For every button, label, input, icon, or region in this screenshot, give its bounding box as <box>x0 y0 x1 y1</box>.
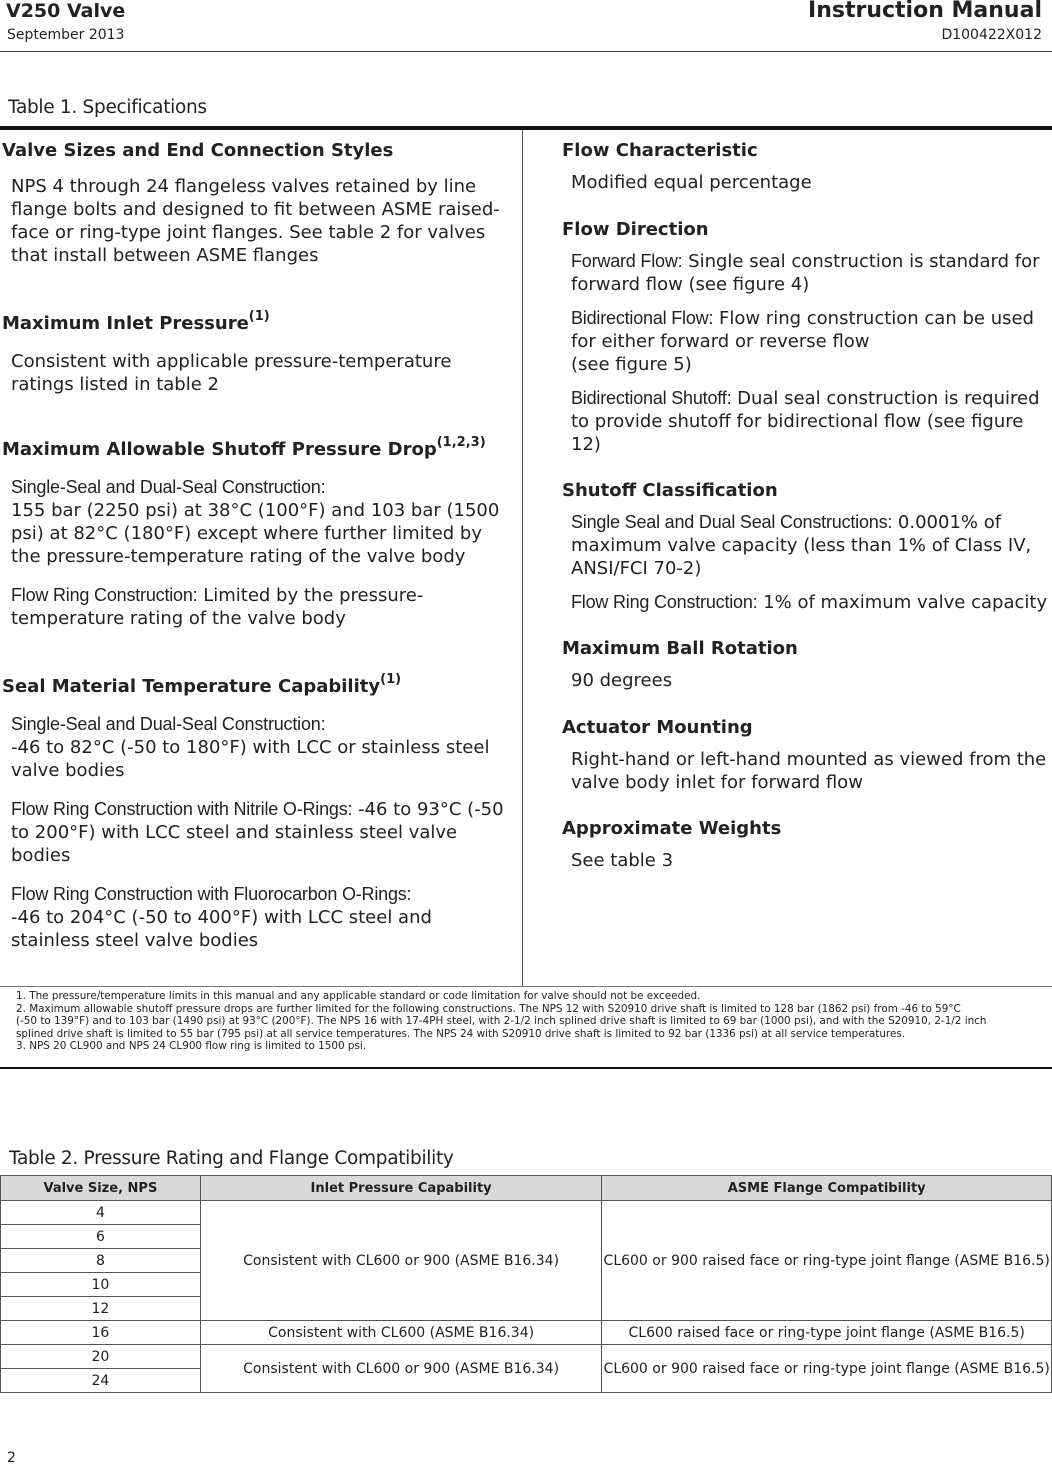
spec-item-text: Dual seal construction is required to provide shutoff for bidirectional flow (see figure 12) <box>571 388 1040 455</box>
spec-item-label: Flow Ring Construction: <box>11 585 198 605</box>
header-divider <box>0 51 1052 52</box>
spec-flow-characteristic <box>562 140 1050 194</box>
footnote: 3. NPS 20 CL900 and NPS 24 CL900 flow ring is limited to 1500 psi. <box>16 1040 367 1052</box>
spec-seal-temperature <box>2 672 507 952</box>
spec-title: Valve Sizes and End Connection Styles <box>2 140 394 161</box>
spec-item-label: Single Seal and Dual Seal Constructions: <box>571 512 893 532</box>
spec-item-label: Single-Seal and Dual-Seal Construction: <box>11 714 326 734</box>
document-type: Instruction Manual <box>808 0 1042 23</box>
spec-item-text: -46 to 204°C (-50 to 400°F) with LCC steel and stainless steel valve bodies <box>11 907 432 951</box>
footnote-ref: (1) <box>380 672 402 687</box>
footnotes-top-rule <box>0 986 1052 987</box>
spec-title: Maximum Allowable Shutoff Pressure Drop <box>2 439 437 460</box>
spec-title: Approximate Weights <box>562 818 782 839</box>
spec-item-label: Single-Seal and Dual-Seal Construction: <box>11 477 326 497</box>
spec-item-label: Forward Flow: <box>571 251 683 271</box>
footnote-ref: (1) <box>248 309 270 324</box>
table-row <box>1 1345 1052 1369</box>
spec-item-text: 155 bar (2250 psi) at 38°C (100°F) and 103 bar (1500 psi) at 82°C (180°F) except where further limited by the pressure-temperature rating of the valve body <box>11 500 500 567</box>
valve-size-cell: 4 <box>1 1201 201 1225</box>
spec-item-label: Bidirectional Flow: <box>571 308 714 328</box>
spec-item-text: -46 to 82°C (-50 to 180°F) with LCC or stainless steel valve bodies <box>11 737 490 781</box>
spec-text: Right-hand or left-hand mounted as viewed from the valve body inlet for forward flow <box>571 749 1047 793</box>
footnote: splined drive shaft is limited to 55 bar (795 psi) at all service temperatures. The NPS 24 with S20910 drive shaft is limited to 92 bar (1336 psi) at all service temperatures. <box>16 1027 906 1040</box>
spec-title: Maximum Ball Rotation <box>562 638 798 659</box>
spec-title: Maximum Inlet Pressure <box>2 313 249 334</box>
table-row <box>1 1201 1052 1225</box>
page-number: 2 <box>7 1450 16 1466</box>
specs-left-column <box>2 140 507 968</box>
valve-size-cell: 20 <box>1 1345 201 1369</box>
spec-item-text: (see figure 5) <box>571 354 692 375</box>
spec-actuator-mounting <box>562 717 1050 794</box>
spec-text: NPS 4 through 24 flangeless valves retained by line flange bolts and designed to fit between ASME raised-face or ring-type joint flanges. See table 2 for valves that install between ASME flanges <box>11 176 500 266</box>
product-name: V250 Valve <box>6 0 126 22</box>
spec-text: See table 3 <box>571 850 674 871</box>
valve-size-cell: 8 <box>1 1249 201 1273</box>
valve-size-cell: 24 <box>1 1369 201 1393</box>
valve-size-cell: 16 <box>1 1321 201 1345</box>
spec-title: Flow Direction <box>562 219 709 240</box>
spec-approximate-weights <box>562 818 1050 872</box>
column-header: Valve Size, NPS <box>1 1176 201 1201</box>
inlet-pressure-cell: Consistent with CL600 or 900 (ASME B16.34) <box>200 1345 602 1393</box>
table1-title: Table 1. Specifications <box>8 97 207 118</box>
spec-item-label: Flow Ring Construction: <box>571 592 758 612</box>
footnote-ref: (1,2,3) <box>436 435 486 450</box>
spec-title: Shutoff Classification <box>562 480 778 501</box>
spec-text: Modified equal percentage <box>571 172 812 193</box>
valve-size-cell: 6 <box>1 1225 201 1249</box>
spec-text: 90 degrees <box>571 670 673 691</box>
spec-item-text: Flow ring construction can be used for either forward or reverse flow <box>571 308 1034 352</box>
footnote: 1. The pressure/temperature limits in this manual and any applicable standard or code limitation for valve should not be exceeded. <box>16 990 701 1002</box>
spec-max-shutoff-pressure-drop <box>2 435 507 630</box>
spec-title: Actuator Mounting <box>562 717 753 738</box>
column-header: ASME Flange Compatibility <box>602 1176 1052 1201</box>
table1-bottom-rule <box>0 1067 1052 1069</box>
spec-valve-sizes <box>2 140 507 267</box>
spec-shutoff-classification <box>562 480 1050 614</box>
spec-item-label: Flow Ring Construction with Nitrile O-Rings: <box>11 799 353 819</box>
document-number: D100422X012 <box>941 27 1042 43</box>
pressure-rating-table <box>0 1175 1052 1393</box>
spec-item-text: 1% of maximum valve capacity <box>757 592 1048 613</box>
spec-item-label: Flow Ring Construction with Fluorocarbon O-Rings: <box>11 884 412 904</box>
flange-compatibility-cell: CL600 or 900 raised face or ring-type joint flange (ASME B16.5) <box>602 1201 1052 1321</box>
table1-footnotes <box>16 990 1016 1053</box>
spec-title: Flow Characteristic <box>562 140 758 161</box>
spec-item-text: 0.0001% of maximum valve capacity (less than 1% of Class IV, ANSI/FCI 70-2) <box>571 512 1032 579</box>
spec-max-inlet-pressure <box>2 309 507 396</box>
footnote: (-50 to 139°F) and to 103 bar (1490 psi) at 93°C (200°F). The NPS 16 with 17-4PH steel, with 2-1/2 inch splined drive shaft is limited to 69 bar (1000 psi), and with the S20910, 2-1/2 inch <box>16 1015 987 1027</box>
spec-item-text: -46 to 93°C (-50 to 200°F) with LCC steel and stainless steel valve bodies <box>11 799 504 866</box>
valve-size-cell: 10 <box>1 1273 201 1297</box>
table-header-row <box>1 1176 1052 1201</box>
inlet-pressure-cell: Consistent with CL600 (ASME B16.34) <box>200 1321 602 1345</box>
table-row <box>1 1321 1052 1345</box>
spec-item-label: Bidirectional Shutoff: <box>571 388 732 408</box>
spec-flow-direction <box>562 219 1050 456</box>
flange-compatibility-cell: CL600 raised face or ring-type joint flange (ASME B16.5) <box>602 1321 1052 1345</box>
specs-right-column <box>562 140 1050 888</box>
spec-text: Consistent with applicable pressure-temperature ratings listed in table 2 <box>11 351 452 395</box>
valve-size-cell: 12 <box>1 1297 201 1321</box>
spec-item-text: Limited by the pressure-temperature rating of the valve body <box>11 585 424 629</box>
column-divider <box>522 130 523 987</box>
footnote: 2. Maximum allowable shutoff pressure drops are further limited for the following constructions. The NPS 12 with S20910 drive shaft is limited to 128 bar (1862 psi) from -46 to 59°C <box>16 1002 961 1015</box>
flange-compatibility-cell: CL600 or 900 raised face or ring-type joint flange (ASME B16.5) <box>602 1345 1052 1393</box>
publication-date: September 2013 <box>7 27 125 43</box>
table2-title: Table 2. Pressure Rating and Flange Compatibility <box>9 1148 454 1169</box>
spec-title: Seal Material Temperature Capability <box>2 676 381 697</box>
spec-item-text: Single seal construction is standard for forward flow (see figure 4) <box>571 251 1040 295</box>
spec-max-ball-rotation <box>562 638 1050 692</box>
column-header: Inlet Pressure Capability <box>200 1176 602 1201</box>
table1-top-rule <box>0 126 1052 130</box>
inlet-pressure-cell: Consistent with CL600 or 900 (ASME B16.34) <box>200 1201 602 1321</box>
